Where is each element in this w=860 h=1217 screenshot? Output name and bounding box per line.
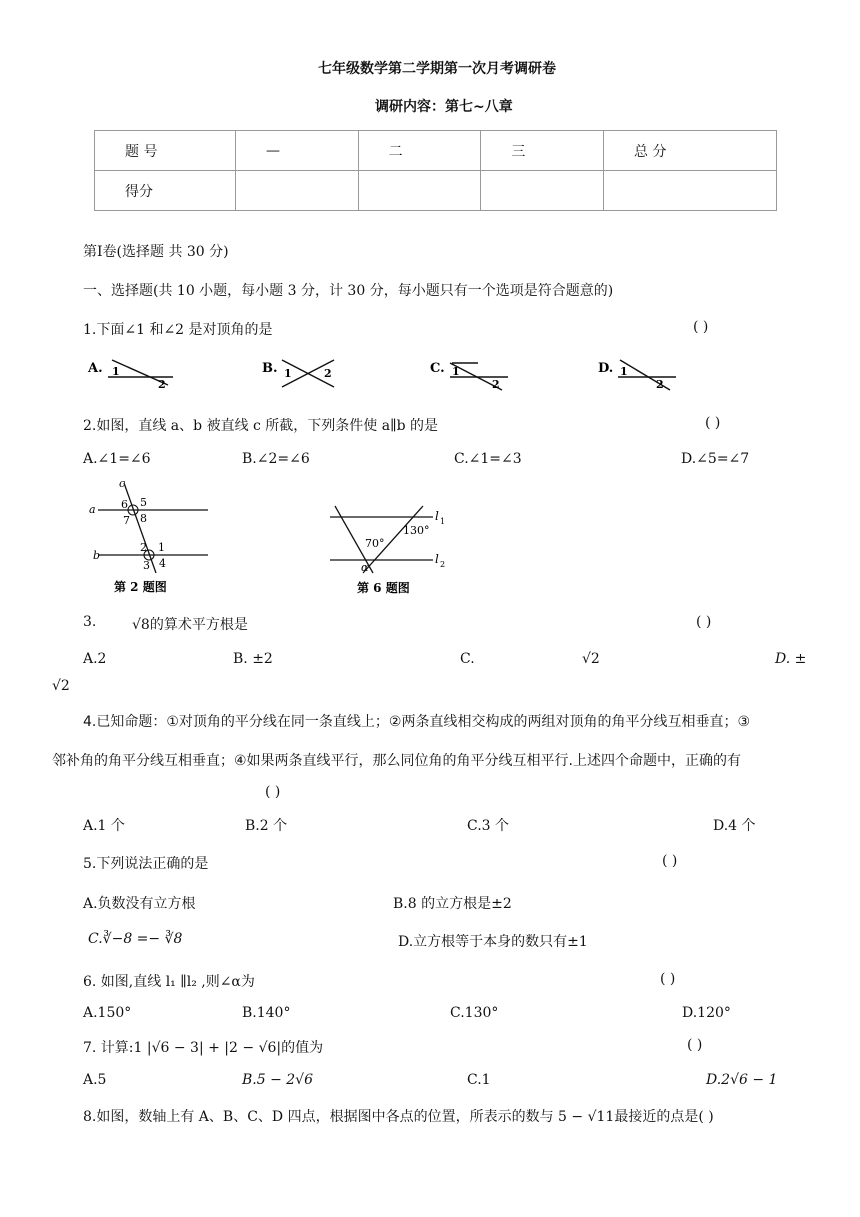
option-b[interactable]: B.∠2=∠6 (242, 451, 310, 467)
question-3-number: 3. (83, 614, 97, 630)
angle-label: 1 (158, 541, 165, 554)
option-c[interactable]: C.3 个 (467, 818, 510, 834)
line-l1-subscript: 1 (440, 517, 446, 526)
q1-option-a-figure[interactable] (88, 355, 178, 393)
line-b-label: b (93, 549, 101, 562)
score-table-score-row (95, 171, 777, 211)
line-l1-label: l (435, 509, 439, 523)
score-table-cell: 二 (358, 131, 481, 171)
angle-1-label: 1 (112, 365, 120, 378)
page-title: 七年级数学第二学期第一次月考调研卷 (318, 61, 556, 77)
option-b[interactable]: B.2 个 (245, 818, 288, 834)
option-c[interactable]: C.∠1=∠3 (454, 451, 522, 467)
score-table-cell: 总 分 (604, 131, 777, 171)
option-d[interactable]: D.4 个 (713, 818, 756, 834)
score-table (94, 130, 777, 211)
score-table-cell: — (236, 131, 359, 171)
question-5-stem: 5.下列说法正确的是 (83, 856, 209, 872)
option-d[interactable]: D.120° (682, 1005, 731, 1021)
option-letter: C. (430, 361, 445, 376)
angle-2-label: 2 (656, 378, 664, 391)
figure-caption: 第 2 题图 (114, 580, 167, 594)
option-letter: D. (598, 361, 614, 376)
angle-label: 6 (121, 498, 128, 511)
option-c[interactable]: C. (460, 651, 475, 667)
question-4-line-1: 4.已知命题：①对顶角的平分线在同一条直线上；②两条直线相交构成的两组对顶角的角平分线互相垂直；③ (83, 714, 751, 730)
option-letter: A. (88, 361, 103, 376)
score-table-cell: 得分 (95, 171, 236, 211)
question-4-line-2: 邻补角的角平分线互相垂直；④如果两条直线平行，那么同位角的角平分线互相平行.上述四个命题中，正确的有 (52, 753, 741, 769)
option-d[interactable]: D. ± (775, 651, 807, 667)
q1-option-c-figure[interactable] (430, 355, 520, 393)
question-2-stem: 2.如图，直线 a、b 被直线 c 所截，下列条件使 a∥b 的是 (83, 418, 438, 434)
figure-question-2 (88, 477, 213, 597)
score-input-cell[interactable] (236, 171, 359, 211)
option-c-value[interactable]: √2 (582, 651, 600, 667)
question-3-stem: √8的算术平方根是 (132, 617, 248, 633)
score-table-header-row (95, 131, 777, 171)
option-c[interactable]: C.130° (450, 1005, 499, 1021)
line-l2-subscript: 2 (440, 560, 446, 569)
q1-option-b-figure[interactable] (262, 355, 352, 393)
option-a[interactable]: A.∠1=∠6 (83, 451, 151, 467)
question-7-stem: 7. 计算:1 |√6 − 3| + |2 − √6|的值为 (83, 1040, 324, 1056)
option-a[interactable]: A.5 (83, 1072, 107, 1088)
angle-70-label: 70° (365, 537, 385, 550)
line-c-label: c (119, 477, 126, 490)
angle-label: 4 (159, 557, 166, 570)
answer-paren[interactable]: ( ) (265, 784, 281, 800)
option-c[interactable]: C.∛−8 =− ∛8 (88, 931, 183, 947)
option-letter: B. (262, 361, 278, 376)
question-8-stem: 8.如图，数轴上有 A、B、C、D 四点，根据图中各点的位置，所表示的数与 5 − √11最接近的点是( ) (83, 1109, 714, 1125)
angle-1-label: 1 (620, 365, 628, 378)
option-a[interactable]: A.2 (83, 651, 107, 667)
figure-caption: 第 6 题图 (357, 581, 410, 595)
option-b[interactable]: B.8 的立方根是±2 (393, 896, 512, 912)
answer-paren[interactable]: ( ) (687, 1037, 703, 1053)
option-d[interactable]: D.立方根等于本身的数只有±1 (398, 934, 588, 950)
option-b[interactable]: B.5 − 2√6 (242, 1072, 314, 1088)
angle-2-label: 2 (158, 378, 166, 391)
score-table-cell: 题 号 (95, 131, 236, 171)
option-b[interactable]: B. ±2 (233, 651, 273, 667)
angle-label: 5 (140, 496, 147, 509)
angle-label: 2 (140, 541, 147, 554)
option-a[interactable]: A.负数没有立方根 (83, 896, 196, 912)
page-subtitle: 调研内容：第七~八章 (375, 99, 513, 115)
figure-question-6 (325, 503, 460, 598)
answer-paren[interactable]: ( ) (660, 971, 676, 987)
question-6-stem: 6. 如图,直线 l₁ ∥l₂ ,则∠α为 (83, 974, 255, 990)
angle-alpha-label: α (361, 561, 369, 574)
angle-label: 8 (140, 512, 147, 525)
section-instruction: 一、选择题(共 10 小题，每小题 3 分，计 30 分，每小题只有一个选项是符合题意的) (83, 283, 614, 299)
answer-paren[interactable]: ( ) (693, 319, 709, 335)
score-input-cell[interactable] (358, 171, 481, 211)
answer-paren[interactable]: ( ) (696, 614, 712, 630)
angle-130-label: 130° (403, 524, 430, 537)
angle-1-label: 1 (284, 367, 292, 380)
option-d-value[interactable]: √2 (52, 678, 70, 694)
answer-paren[interactable]: ( ) (662, 853, 678, 869)
option-d[interactable]: D.2√6 − 1 (706, 1072, 778, 1088)
score-input-cell[interactable] (481, 171, 604, 211)
line-l2-label: l (435, 552, 439, 566)
option-d[interactable]: D.∠5=∠7 (681, 451, 750, 467)
line-a-label: a (89, 503, 96, 516)
question-1-stem: 1.下面∠1 和∠2 是对顶角的是 (83, 322, 273, 338)
q1-option-d-figure[interactable] (598, 355, 688, 393)
score-table-cell: 三 (481, 131, 604, 171)
section-volume-heading: 第Ⅰ卷(选择题 共 30 分) (83, 244, 229, 260)
score-input-cell[interactable] (604, 171, 777, 211)
answer-paren[interactable]: ( ) (705, 415, 721, 431)
option-a[interactable]: A.1 个 (83, 818, 125, 834)
angle-2-label: 2 (324, 367, 332, 380)
angle-2-label: 2 (492, 378, 500, 391)
option-c[interactable]: C.1 (467, 1072, 491, 1088)
angle-label: 3 (143, 559, 150, 572)
angle-1-label: 1 (452, 365, 460, 378)
angle-label: 7 (123, 514, 130, 527)
option-b[interactable]: B.140° (242, 1005, 291, 1021)
option-a[interactable]: A.150° (83, 1005, 132, 1021)
